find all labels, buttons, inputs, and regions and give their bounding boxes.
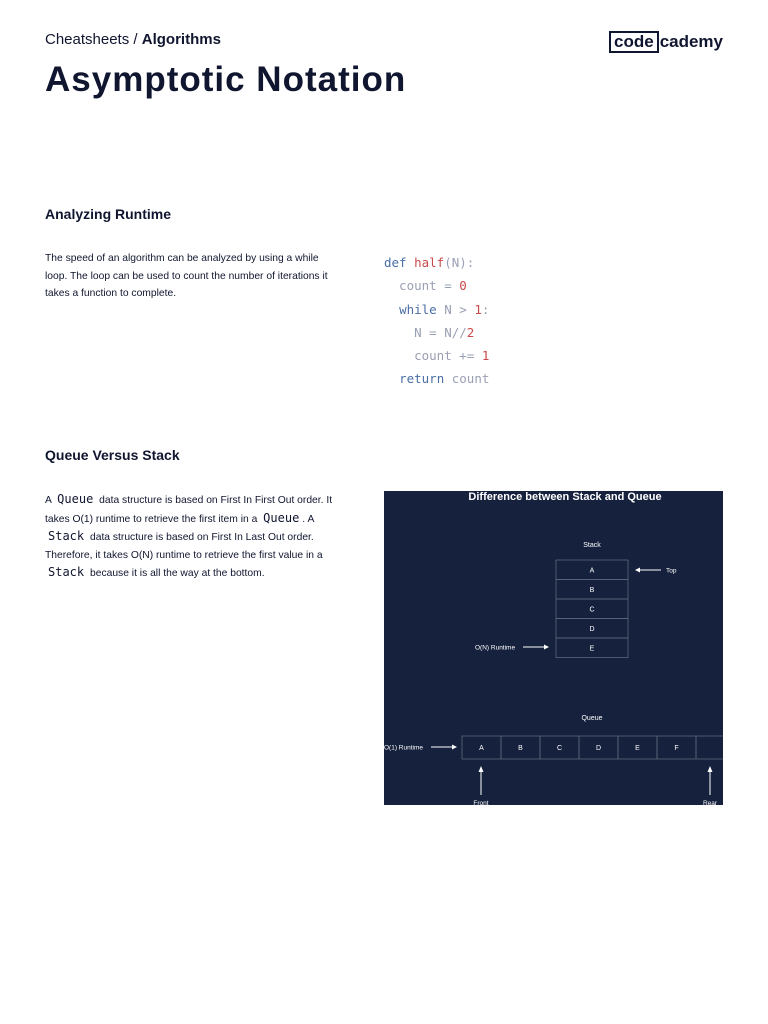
code-line [384, 344, 489, 367]
code-line [384, 298, 489, 321]
code-token: return [399, 371, 445, 387]
queue-boxes [462, 736, 723, 759]
stack-runtime-label: O(N) Runtime [475, 644, 516, 652]
code-token [384, 302, 399, 317]
queue-item-label: D [595, 745, 602, 752]
code-token: count = [384, 278, 460, 294]
queue-label: Queue [581, 715, 603, 722]
breadcrumb-current: Algorithms [141, 31, 221, 48]
page-title: Asymptotic Notation [45, 60, 407, 99]
code-token: 2 [466, 324, 475, 340]
analyzing-runtime-description: The speed of an algorithm can be analyzed by using a while loop. The loop can be used to count the number of iterations it takes a function to complete. [45, 253, 328, 300]
code-token: (N): [444, 255, 475, 270]
top-label: Top [666, 567, 677, 575]
code-token: 1 [474, 301, 482, 317]
section-title-analyzing-runtime: Analyzing Runtime [45, 206, 172, 222]
text-run: . A [302, 513, 314, 525]
queue-item-label: C [556, 745, 563, 752]
code-line [384, 251, 489, 274]
queue-box [696, 736, 723, 759]
stack-runtime-arrow-head-icon [544, 645, 549, 650]
queue-runtime-label: O(1) Runtime [384, 744, 424, 752]
text-run: because it is all the way at the bottom. [87, 568, 265, 580]
inline-code: Stack [48, 565, 85, 580]
half-function-code-block [384, 251, 489, 391]
stack-boxes [556, 560, 628, 658]
queue-item-label: B [518, 745, 523, 752]
rear-label: Rear [702, 800, 718, 805]
logo-rest-text: cademy [659, 32, 724, 51]
code-token: count += [384, 348, 482, 364]
queue-item-label: A [479, 745, 484, 752]
breadcrumb [45, 31, 221, 48]
stack-item-label: B [589, 586, 595, 594]
queue-item-label: F [674, 745, 679, 752]
code-token: N > [436, 301, 475, 317]
stack-item-label: D [589, 625, 595, 633]
text-run: data structure is based on First In Last Out order. Therefore, it takes O(N) runtime to retrieve the first value in a [45, 532, 323, 561]
code-token: half [414, 255, 445, 270]
stack-vs-queue-diagram [384, 491, 723, 805]
stack-item-label: E [589, 645, 595, 653]
stack-label: Stack [583, 542, 601, 549]
breadcrumb-parent-link[interactable]: Cheatsheets [45, 31, 130, 48]
queue-item-label: E [635, 745, 640, 752]
codecademy-logo[interactable] [609, 31, 723, 53]
stack-item-label: A [589, 567, 595, 575]
code-line [384, 321, 489, 344]
code-token [384, 371, 399, 386]
front-label: Front [473, 800, 489, 805]
top-arrow-head-icon [635, 568, 640, 573]
code-token: while [399, 301, 437, 317]
code-token: N = N// [384, 324, 467, 340]
inline-code: Queue [263, 510, 300, 525]
front-arrow-head-icon [479, 766, 484, 772]
code-token: count [444, 371, 490, 387]
text-run: data structure is based on First In First Out order. It takes O(1) runtime to retrieve the first item in a [45, 495, 333, 525]
code-token: def [384, 255, 415, 270]
code-token: 0 [459, 278, 467, 294]
code-token: : [481, 301, 490, 317]
code-token: 1 [481, 348, 490, 364]
inline-code: Stack [48, 529, 85, 544]
code-line [384, 274, 489, 297]
logo-box-text: code [609, 31, 659, 53]
rear-arrow-head-icon [708, 766, 713, 772]
section-title-queue-vs-stack: Queue Versus Stack [45, 447, 180, 463]
stack-item-label: C [589, 606, 595, 614]
code-line [384, 367, 489, 390]
queue-vs-stack-description [45, 491, 335, 583]
stack-vs-queue-svg [384, 491, 723, 805]
diagram-title: Difference between Stack and Queue [468, 491, 662, 503]
breadcrumb-separator: / [129, 31, 142, 48]
text-run: A [45, 495, 55, 506]
queue-runtime-arrow-head-icon [452, 745, 457, 750]
inline-code: Queue [57, 492, 94, 506]
